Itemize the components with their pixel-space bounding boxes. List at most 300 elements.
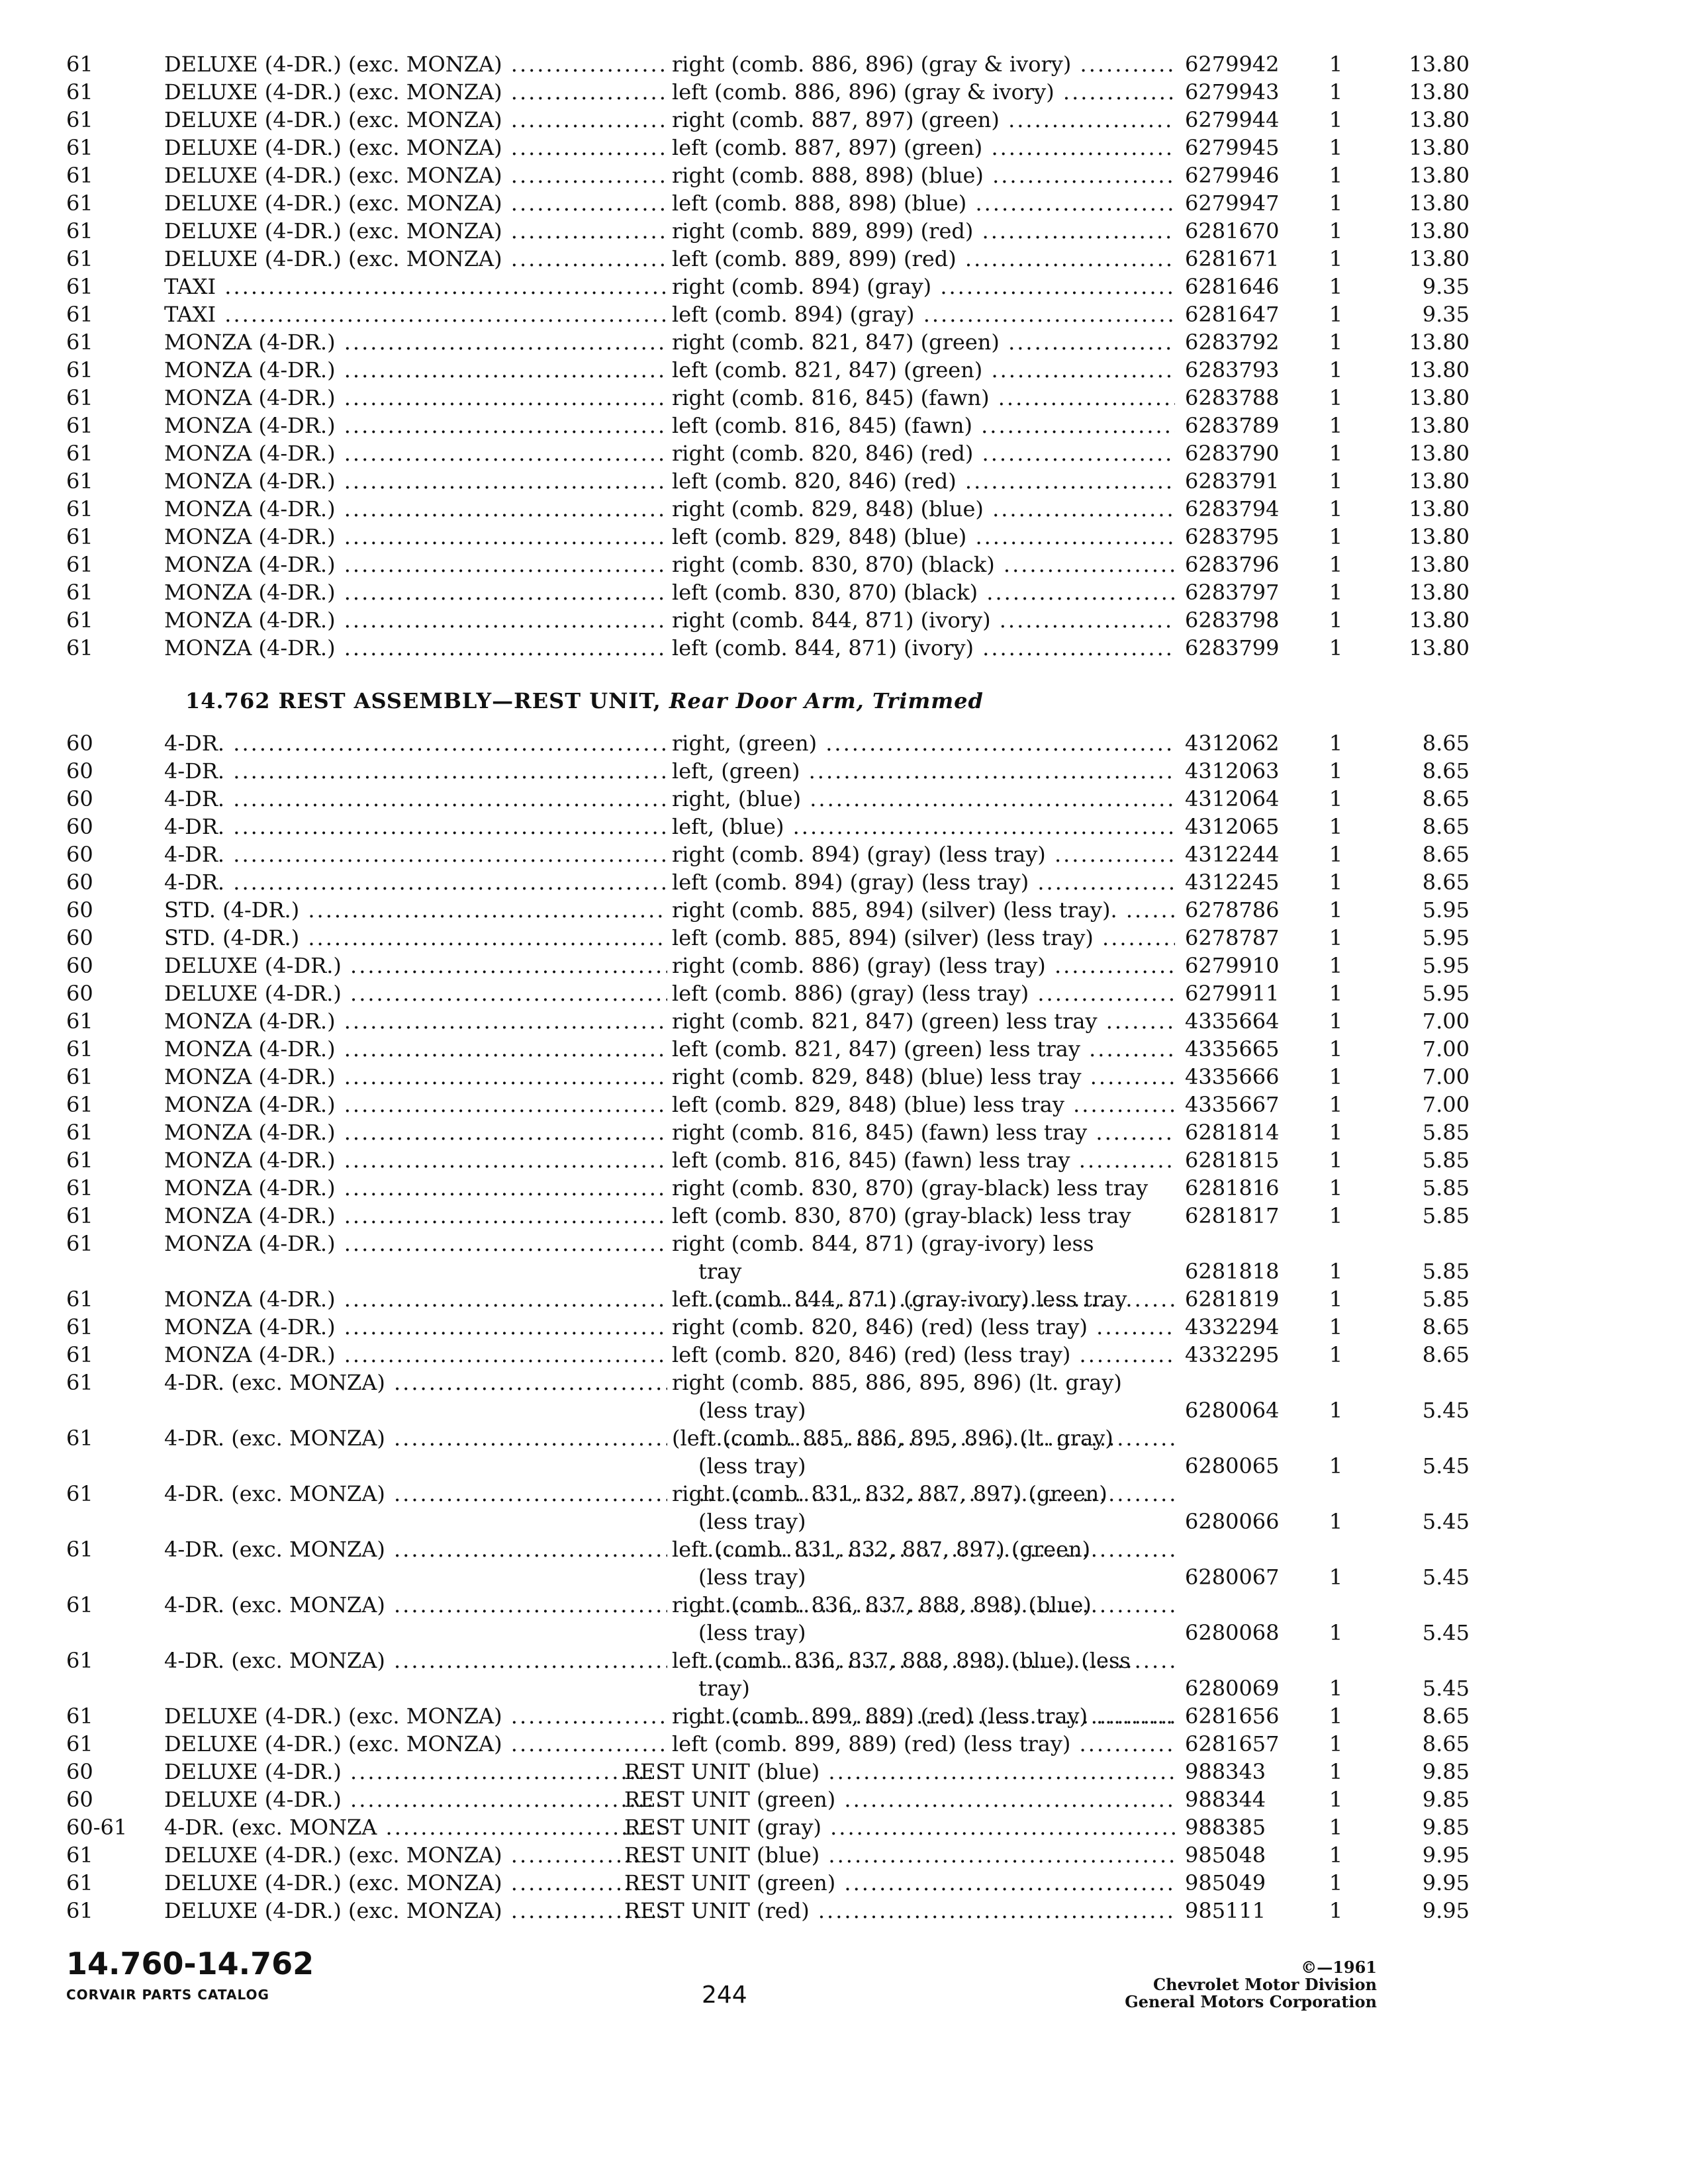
part-number: 6281646	[1185, 274, 1280, 299]
body-type	[164, 1230, 667, 1257]
table-row	[66, 1786, 1470, 1813]
table-row	[66, 439, 1470, 467]
model-year: 61	[66, 524, 93, 549]
price: 9.35	[1422, 302, 1470, 327]
part-number: 4312062	[1185, 731, 1280, 756]
part-description	[672, 1118, 1175, 1146]
price: 8.65	[1422, 1342, 1470, 1367]
quantity: 1	[1329, 1704, 1343, 1729]
body-type-text: MONZA (4-DR.) .....	[164, 1342, 667, 1367]
quantity: 1	[1329, 1815, 1343, 1840]
price: 5.95	[1422, 981, 1470, 1006]
description-line-2-text: (less tray) .....	[698, 1565, 1175, 1617]
quantity: 1	[1329, 496, 1343, 522]
price: 9.95	[1422, 1843, 1470, 1868]
description-text: right (comb. 894) (gray) .....	[672, 274, 1175, 299]
table-row	[66, 412, 1470, 439]
table-row	[66, 467, 1470, 495]
body-type	[164, 785, 667, 813]
price: 8.65	[1422, 842, 1470, 867]
body-type-text: MONZA (4-DR.) .....	[164, 413, 667, 438]
part-description	[672, 495, 1175, 523]
quantity: 1	[1329, 1398, 1343, 1423]
table-row	[66, 952, 1470, 979]
description-text: REST UNIT (green) .....	[624, 1870, 1175, 1895]
description-text: left (comb. 829, 848) (blue) .....	[672, 524, 1175, 549]
part-number: 4335665	[1185, 1036, 1280, 1062]
body-type-text: DELUXE (4-DR.) (exc. MONZA) .....	[164, 107, 667, 132]
part-description	[672, 78, 1175, 106]
part-number: 4335666	[1185, 1064, 1280, 1089]
table-row	[66, 1424, 1470, 1480]
price: 13.80	[1409, 524, 1470, 549]
body-type-text: 4-DR. (exc. MONZA) .....	[164, 1592, 667, 1617]
body-type-text: MONZA (4-DR.) .....	[164, 1203, 667, 1228]
body-type	[164, 1897, 667, 1925]
description-text: left (comb. 830, 870) (black) .....	[672, 580, 1175, 605]
table-row	[66, 1480, 1470, 1535]
parts-table-14-760	[66, 50, 1470, 662]
quantity: 1	[1329, 1287, 1343, 1312]
description-text: left (comb. 821, 847) (green) .....	[672, 357, 1175, 383]
body-type-text: MONZA (4-DR.) .....	[164, 1092, 667, 1117]
model-year: 61	[66, 1898, 93, 1923]
table-row	[66, 578, 1470, 606]
part-number: 6281817	[1185, 1203, 1280, 1228]
model-year: 61	[66, 1092, 93, 1117]
quantity: 1	[1329, 953, 1343, 978]
body-type	[164, 50, 667, 78]
description-text: left (comb. 829, 848) (blue) less tray .....	[672, 1092, 1175, 1117]
body-type	[164, 729, 667, 757]
body-type	[164, 1647, 667, 1674]
table-row	[66, 924, 1470, 952]
description-text: right (comb. 886, 896) (gray & ivory) .....	[672, 52, 1175, 77]
part-description	[672, 924, 1175, 952]
price: 7.00	[1422, 1092, 1470, 1117]
description-text: right (comb. 844, 871) (ivory) .....	[672, 608, 1175, 633]
model-year: 61	[66, 385, 93, 410]
quantity: 1	[1329, 163, 1343, 188]
part-description	[624, 1758, 1175, 1786]
model-year: 60	[66, 814, 93, 839]
description-text: left (comb. 820, 846) (red) .....	[672, 469, 1175, 494]
part-number: 4312065	[1185, 814, 1280, 839]
body-type	[164, 1480, 667, 1508]
part-number: 6283797	[1185, 580, 1280, 605]
table-row	[66, 384, 1470, 412]
description-line-2-text: (less tray) .....	[698, 1453, 1175, 1506]
part-number: 6279947	[1185, 191, 1280, 216]
part-description	[672, 1202, 1175, 1230]
price: 5.95	[1422, 953, 1470, 978]
model-year: 60	[66, 842, 93, 867]
part-number: 6281818	[1185, 1259, 1280, 1284]
body-type	[164, 813, 667, 841]
part-description	[624, 1897, 1175, 1925]
part-number: 6279910	[1185, 953, 1280, 978]
model-year: 60	[66, 925, 93, 950]
body-type-text: DELUXE (4-DR.) (exc. MONZA) .....	[164, 52, 667, 77]
description-text: right (comb. 821, 847) (green) .....	[672, 330, 1175, 355]
price: 13.80	[1409, 635, 1470, 660]
description-text: left (comb. 889, 899) (red) .....	[672, 246, 1175, 271]
part-description	[672, 1313, 1175, 1341]
table-row	[66, 1285, 1470, 1313]
quantity: 1	[1329, 552, 1343, 577]
body-type-text: DELUXE (4-DR.) .....	[164, 981, 667, 1006]
price: 7.00	[1422, 1009, 1470, 1034]
model-year: 61	[66, 441, 93, 466]
body-type	[164, 1035, 667, 1063]
description-line-1: right (comb. 836, 837, 888, 898) (blue)	[672, 1592, 1092, 1617]
part-number: 6281816	[1185, 1175, 1280, 1201]
table-row	[66, 868, 1470, 896]
part-number: 6278787	[1185, 925, 1280, 950]
quantity: 1	[1329, 52, 1343, 77]
description-text: right (comb. 888, 898) (blue) .....	[672, 163, 1175, 188]
section-heading	[185, 688, 984, 713]
model-year: 61	[66, 1704, 93, 1729]
quantity: 1	[1329, 1092, 1343, 1117]
description-text: REST UNIT (blue) .....	[624, 1843, 1175, 1868]
body-type-text: TAXI .....	[164, 274, 667, 299]
table-row	[66, 1313, 1470, 1341]
description-text: right (comb. 820, 846) (red) .....	[672, 441, 1175, 466]
table-row	[66, 495, 1470, 523]
quantity: 1	[1329, 1898, 1343, 1923]
part-description	[672, 1341, 1175, 1369]
part-number: 6283798	[1185, 608, 1280, 633]
description-text: right (comb. 821, 847) (green) less tray .....	[672, 1009, 1175, 1034]
page-number: 244	[702, 1981, 747, 2009]
table-row	[66, 523, 1470, 551]
part-description	[672, 300, 1175, 328]
quantity: 1	[1329, 469, 1343, 494]
model-year: 60	[66, 953, 93, 978]
body-type	[164, 1841, 667, 1869]
part-description	[624, 1813, 1175, 1841]
table-row	[66, 134, 1470, 161]
section-number: 14.762	[185, 688, 271, 713]
part-description	[624, 1786, 1175, 1813]
model-year: 61	[66, 1648, 93, 1673]
quantity: 1	[1329, 580, 1343, 605]
body-type	[164, 1758, 667, 1786]
part-number: 6283794	[1185, 496, 1280, 522]
part-number: 988385	[1185, 1815, 1266, 1840]
part-number: 6280067	[1185, 1565, 1280, 1590]
table-row	[66, 1535, 1470, 1591]
price: 5.85	[1422, 1120, 1470, 1145]
part-number: 6283790	[1185, 441, 1280, 466]
description-line-2-text: (less tray) .....	[698, 1509, 1175, 1562]
table-row	[66, 1174, 1470, 1202]
part-description	[672, 328, 1175, 356]
model-year: 60	[66, 758, 93, 784]
body-type	[164, 523, 667, 551]
model-year: 61	[66, 1064, 93, 1089]
body-type-text: DELUXE (4-DR.) (exc. MONZA) .....	[164, 1870, 667, 1895]
body-type-text: DELUXE (4-DR.) (exc. MONZA) .....	[164, 191, 667, 216]
price: 13.80	[1409, 385, 1470, 410]
quantity: 1	[1329, 1731, 1343, 1756]
price: 5.85	[1422, 1148, 1470, 1173]
body-type-text: MONZA (4-DR.) .....	[164, 1148, 667, 1173]
model-year: 61	[66, 246, 93, 271]
part-description	[672, 50, 1175, 78]
part-number: 6281657	[1185, 1731, 1280, 1756]
model-year: 60	[66, 786, 93, 811]
description-line-2-text: (less tray) .....	[698, 1398, 1175, 1451]
body-type	[164, 273, 667, 300]
part-description	[672, 1091, 1175, 1118]
quantity: 1	[1329, 524, 1343, 549]
model-year: 61	[66, 552, 93, 577]
table-row	[66, 328, 1470, 356]
part-number: 6283795	[1185, 524, 1280, 549]
part-description	[672, 134, 1175, 161]
table-row	[66, 189, 1470, 217]
description-text: right (comb. 829, 848) (blue) less tray .....	[672, 1064, 1175, 1089]
description-text: left (comb. 886, 896) (gray & ivory) .....	[672, 79, 1175, 105]
price: 7.00	[1422, 1036, 1470, 1062]
price: 5.45	[1422, 1565, 1470, 1590]
part-description	[672, 106, 1175, 134]
model-year: 61	[66, 1426, 93, 1451]
footer-division: Chevrolet Motor Division	[1153, 1975, 1377, 1994]
quantity: 1	[1329, 357, 1343, 383]
table-row	[66, 1841, 1470, 1869]
table-row	[66, 1063, 1470, 1091]
body-type	[164, 1369, 667, 1396]
quantity: 1	[1329, 1120, 1343, 1145]
body-type-text: 4-DR. .....	[164, 870, 667, 895]
description-text: right (comb. 899, 889) (red) (less tray) .....	[672, 1704, 1175, 1729]
description-text: left (comb. 816, 845) (fawn) less tray .....	[672, 1148, 1175, 1173]
part-description	[672, 578, 1175, 606]
part-description	[672, 1285, 1175, 1313]
part-number: 6280065	[1185, 1453, 1280, 1479]
quantity: 1	[1329, 1565, 1343, 1590]
quantity: 1	[1329, 731, 1343, 756]
body-type	[164, 841, 667, 868]
quantity: 1	[1329, 79, 1343, 105]
body-type-text: 4-DR. .....	[164, 758, 667, 784]
body-type-text: MONZA (4-DR.) .....	[164, 552, 667, 577]
body-type-text: 4-DR. .....	[164, 842, 667, 867]
price: 13.80	[1409, 191, 1470, 216]
body-type	[164, 606, 667, 634]
part-description	[624, 1841, 1175, 1869]
part-description	[672, 1007, 1175, 1035]
description-text: REST UNIT (red) .....	[624, 1898, 1175, 1923]
part-number: 6278786	[1185, 897, 1280, 923]
body-type	[164, 1591, 667, 1619]
footer-publisher	[1125, 1959, 1377, 2011]
price: 5.85	[1422, 1287, 1470, 1312]
quantity: 1	[1329, 1759, 1343, 1784]
parts-table-14-762	[66, 729, 1470, 1925]
model-year: 61	[66, 1870, 93, 1895]
body-type-text: MONZA (4-DR.) .....	[164, 496, 667, 522]
model-year: 61	[66, 1009, 93, 1034]
description-text: left (comb. 887, 897) (green) .....	[672, 135, 1175, 160]
body-type	[164, 467, 667, 495]
description-text: left (comb. 830, 870) (gray-black) less tray	[672, 1203, 1131, 1228]
description-text: right (comb. 830, 870) (gray-black) less tray	[672, 1175, 1149, 1201]
description-text: right (comb. 830, 870) (black) .....	[672, 552, 1175, 577]
quantity: 1	[1329, 1620, 1343, 1645]
section-title-bold: REST ASSEMBLY—REST UNIT,	[278, 688, 661, 713]
description-line-2-text: (less tray) .....	[698, 1620, 1175, 1673]
footer-catalog-name: CORVAIR PARTS CATALOG	[66, 1987, 269, 2003]
quantity: 1	[1329, 1148, 1343, 1173]
part-number: 6281815	[1185, 1148, 1280, 1173]
body-type-text: 4-DR. (exc. MONZA) .....	[164, 1481, 667, 1506]
body-type-text: 4-DR. .....	[164, 814, 667, 839]
price: 7.00	[1422, 1064, 1470, 1089]
description-text: REST UNIT (gray) .....	[624, 1815, 1175, 1840]
body-type-text: 4-DR. (exc. MONZA) .....	[164, 1648, 667, 1673]
part-number: 6280066	[1185, 1509, 1280, 1534]
model-year: 60	[66, 870, 93, 895]
body-type-text: MONZA (4-DR.) .....	[164, 1009, 667, 1034]
quantity: 1	[1329, 1203, 1343, 1228]
table-row	[66, 1341, 1470, 1369]
body-type-text: MONZA (4-DR.) .....	[164, 357, 667, 383]
description-text: left (comb. 886) (gray) (less tray) .....	[672, 981, 1175, 1006]
part-description	[672, 1702, 1175, 1730]
body-type	[164, 134, 667, 161]
description-text: right (comb. 829, 848) (blue) .....	[672, 496, 1175, 522]
part-number: 6281670	[1185, 218, 1280, 244]
part-number: 6280068	[1185, 1620, 1280, 1645]
table-row	[66, 634, 1470, 662]
price: 13.80	[1409, 469, 1470, 494]
part-description	[672, 1146, 1175, 1174]
description-text: REST UNIT (green) .....	[624, 1787, 1175, 1812]
body-type-text: MONZA (4-DR.) .....	[164, 524, 667, 549]
part-number: 988344	[1185, 1787, 1266, 1812]
table-row	[66, 356, 1470, 384]
part-description	[672, 634, 1175, 662]
part-number: 6283788	[1185, 385, 1280, 410]
quantity: 1	[1329, 385, 1343, 410]
model-year: 61	[66, 52, 93, 77]
price: 5.85	[1422, 1259, 1470, 1284]
part-number: 6279911	[1185, 981, 1280, 1006]
body-type-text: 4-DR. (exc. MONZA .....	[164, 1815, 667, 1840]
part-number: 6281819	[1185, 1287, 1280, 1312]
quantity: 1	[1329, 635, 1343, 660]
part-number: 4312063	[1185, 758, 1280, 784]
quantity: 1	[1329, 330, 1343, 355]
quantity: 1	[1329, 218, 1343, 244]
part-description	[672, 245, 1175, 273]
price: 9.85	[1422, 1759, 1470, 1784]
part-description	[624, 1869, 1175, 1897]
table-row	[66, 245, 1470, 273]
body-type-text: MONZA (4-DR.) .....	[164, 1036, 667, 1062]
body-type	[164, 1063, 667, 1091]
body-type-text: 4-DR. .....	[164, 731, 667, 756]
table-row	[66, 1369, 1470, 1424]
model-year: 61	[66, 218, 93, 244]
price: 8.65	[1422, 731, 1470, 756]
model-year: 61	[66, 163, 93, 188]
part-number: 6279943	[1185, 79, 1280, 105]
body-type-text: MONZA (4-DR.) .....	[164, 1287, 667, 1312]
body-type	[164, 979, 667, 1007]
price: 8.65	[1422, 786, 1470, 811]
table-row	[66, 1007, 1470, 1035]
part-description	[672, 729, 1175, 757]
part-number: 6281671	[1185, 246, 1280, 271]
part-description	[672, 439, 1175, 467]
price: 5.85	[1422, 1175, 1470, 1201]
model-year: 61	[66, 580, 93, 605]
body-type-text: MONZA (4-DR.) .....	[164, 1175, 667, 1201]
part-number: 6283793	[1185, 357, 1280, 383]
body-type-text: DELUXE (4-DR.) (exc. MONZA) .....	[164, 218, 667, 244]
description-text: right (comb. 889, 899) (red) .....	[672, 218, 1175, 244]
quantity: 1	[1329, 1676, 1343, 1701]
quantity: 1	[1329, 1259, 1343, 1284]
model-year: 60	[66, 981, 93, 1006]
price: 8.65	[1422, 1731, 1470, 1756]
model-year: 61	[66, 1592, 93, 1617]
model-year: 61	[66, 1231, 93, 1256]
price: 9.35	[1422, 274, 1470, 299]
body-type-text: MONZA (4-DR.) .....	[164, 635, 667, 660]
body-type-text: DELUXE (4-DR.) (exc. MONZA) .....	[164, 163, 667, 188]
part-number: 6279945	[1185, 135, 1280, 160]
body-type	[164, 924, 667, 952]
body-type	[164, 952, 667, 979]
price: 9.85	[1422, 1787, 1470, 1812]
part-number: 6279942	[1185, 52, 1280, 77]
body-type-text: MONZA (4-DR.) .....	[164, 385, 667, 410]
quantity: 1	[1329, 413, 1343, 438]
description-text: right (comb. 887, 897) (green) .....	[672, 107, 1175, 132]
description-text: left (comb. 844, 871) (ivory) .....	[672, 635, 1175, 660]
model-year: 61	[66, 1287, 93, 1312]
part-number: 6283789	[1185, 413, 1280, 438]
body-type	[164, 578, 667, 606]
quantity: 1	[1329, 1314, 1343, 1340]
table-row	[66, 1091, 1470, 1118]
body-type	[164, 1313, 667, 1341]
table-row	[66, 217, 1470, 245]
table-row	[66, 106, 1470, 134]
quantity: 1	[1329, 1342, 1343, 1367]
model-year: 61	[66, 496, 93, 522]
part-number: 985111	[1185, 1898, 1266, 1923]
description-text: right, (blue) .....	[672, 786, 1175, 811]
body-type-text: 4-DR. (exc. MONZA) .....	[164, 1370, 667, 1395]
body-type-text: 4-DR. (exc. MONZA) .....	[164, 1426, 667, 1451]
quantity: 1	[1329, 608, 1343, 633]
table-row	[66, 273, 1470, 300]
description-text: REST UNIT (blue) .....	[624, 1759, 1175, 1784]
description-line-2-text: tray .....	[698, 1259, 1175, 1312]
part-number: 4312064	[1185, 786, 1280, 811]
model-year: 61	[66, 302, 93, 327]
price: 13.80	[1409, 246, 1470, 271]
model-year: 61	[66, 1537, 93, 1562]
model-year: 61	[66, 1203, 93, 1228]
